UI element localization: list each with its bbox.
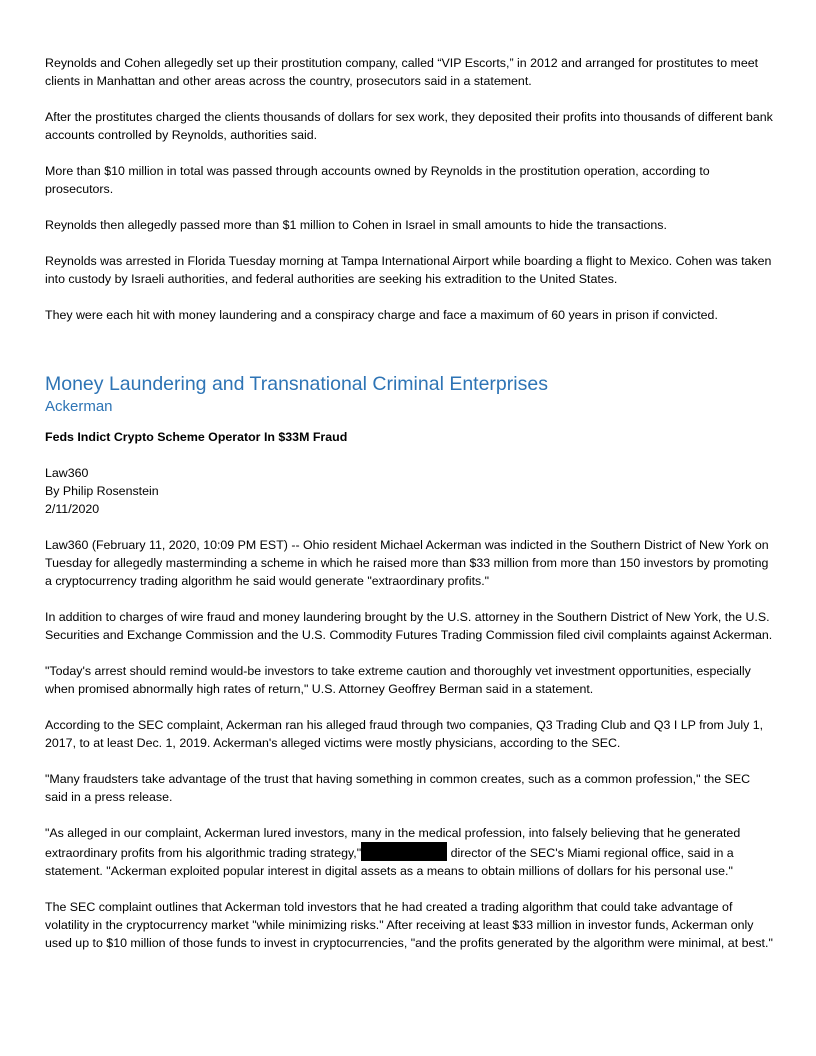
intro-paragraph: Reynolds and Cohen allegedly set up their prostitution company, called “VIP Escorts,” in 2012 and arranged for prostitutes to meet clients in Manhattan and other areas across the country, prosecutors said in a statement.: [45, 56, 759, 88]
article-paragraph: In addition to charges of wire fraud and money laundering brought by the U.S. attorney in the Southern District of New York, the U.S. Securities and Exchange Commission and the U.S. Commodity Futures Trading Commission filed civil complaints against Ackerman.: [45, 610, 773, 642]
intro-paragraph: Reynolds was arrested in Florida Tuesday morning at Tampa International Airport while boarding a flight to Mexico. Cohen was taken into custody by Israeli authorities, and federal authorities are seeking his extradition to the United States.: [45, 254, 772, 286]
redaction-block: [361, 842, 447, 861]
article-source: Law360: [45, 466, 89, 480]
intro-paragraph: After the prostitutes charged the clients thousands of dollars for sex work, they deposited their profits into thousands of different bank accounts controlled by Reynolds, authorities said.: [45, 110, 773, 142]
article-paragraph: According to the SEC complaint, Ackerman ran his alleged fraud through two companies, Q3 Trading Club and Q3 I LP from July 1, 2017, to at least Dec. 1, 2019. Ackerman's alleged victims were mostly physicians, according to the SEC.: [45, 718, 764, 750]
quote-before-redaction: "As alleged in our complaint, Ackerman lured investors, many in the medical profession, into falsely believing that he generated extraordinary profits from his algorithmic trading strategy,": [45, 826, 741, 860]
article-headline: Feds Indict Crypto Scheme Operator In $33M Fraud: [45, 430, 348, 444]
article-date: 2/11/2020: [45, 502, 100, 516]
quote-after-redaction: director of the SEC's Miami regional office, said in a statement. "Ackerman exploited popular interest in digital assets as a means to obtain millions of dollars for his personal use.": [45, 846, 734, 878]
article-paragraph: The SEC complaint outlines that Ackerman told investors that he had created a trading algorithm that could take advantage of volatility in the cryptocurrency market "while minimizing risks." After receiving at least $33 million in investor funds, Ackerman only used up to $10 million of those funds to invest in cryptocurrencies, "and the profits generated by the algorithm were minimal, at best.": [45, 900, 773, 950]
article-paragraph: Law360 (February 11, 2020, 10:09 PM EST) -- Ohio resident Michael Ackerman was indicted in the Southern District of New York on Tuesday for allegedly masterminding a scheme in which he raised more than $33 million from more than 150 investors by promoting a cryptocurrency trading algorithm he said would generate "extraordinary profits.": [45, 538, 769, 588]
section-subheading: Ackerman: [45, 398, 113, 415]
article-byline: By Philip Rosenstein: [45, 484, 159, 498]
article-paragraph: "Today's arrest should remind would-be investors to take extreme caution and thoroughly vet investment opportunities, especially when promised abnormally high rates of return," U.S. Attorney Geoffrey Berman said in a statement.: [45, 664, 751, 696]
article-paragraph: "Many fraudsters take advantage of the trust that having something in common creates, such as a common profession," the SEC said in a press release.: [45, 772, 751, 804]
article-quote-paragraph: [45, 824, 773, 880]
intro-paragraph: More than $10 million in total was passed through accounts owned by Reynolds in the prostitution operation, according to prosecutors.: [45, 164, 710, 196]
article-meta: [45, 464, 773, 518]
section-heading: Money Laundering and Transnational Criminal Enterprises: [45, 373, 548, 395]
document-page: [45, 54, 773, 970]
section-spacer: [45, 342, 773, 372]
intro-paragraph: They were each hit with money laundering and a conspiracy charge and face a maximum of 60 years in prison if convicted.: [45, 308, 718, 322]
intro-paragraph: Reynolds then allegedly passed more than $1 million to Cohen in Israel in small amounts to hide the transactions.: [45, 218, 667, 232]
